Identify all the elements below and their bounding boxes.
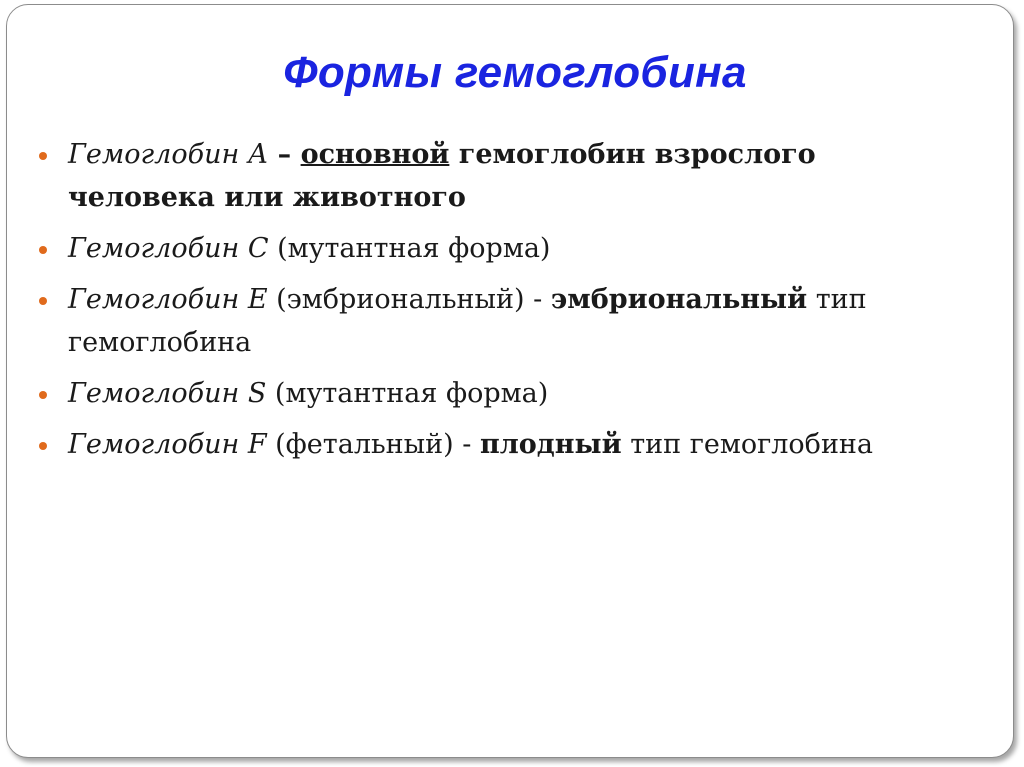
tail-text: тип гемоглобина	[68, 284, 867, 358]
bullet-dot-icon	[39, 391, 47, 399]
description-text: (мутантная форма)	[268, 233, 551, 264]
bullet-item-hb-f	[68, 423, 948, 466]
slide-title: Формы гемоглобина	[283, 48, 747, 97]
bullet-list	[68, 133, 948, 474]
description-text: (мутантная форма)	[266, 378, 549, 409]
hemoglobin-name: Гемоглобин S	[68, 378, 267, 409]
bullet-dot-icon	[39, 246, 47, 254]
description-text: (эмбриональный) -	[267, 284, 551, 315]
dash: –	[268, 139, 301, 170]
description-text: (фетальный) -	[266, 429, 480, 460]
bullet-item-hb-c	[68, 227, 948, 270]
bullet-item-hb-a	[68, 133, 948, 219]
description-text: гемоглобин взрослого человека или животного	[68, 139, 816, 213]
tail-text: тип гемоглобина	[621, 429, 874, 460]
bullet-dot-icon	[39, 442, 47, 450]
emphasis-text: эмбриональный	[550, 284, 808, 315]
hemoglobin-name: Гемоглобин Е	[68, 284, 268, 315]
hemoglobin-name: Гемоглобин F	[68, 429, 267, 460]
bullet-item-hb-s	[68, 372, 948, 415]
bullet-item-hb-e	[68, 278, 948, 364]
emphasis-text: плодный	[479, 429, 622, 460]
bullet-dot-icon	[39, 297, 47, 305]
hemoglobin-name: Гемоглобин А	[68, 139, 269, 170]
emphasis-text: основной	[300, 139, 450, 170]
hemoglobin-name: Гемоглобин С	[68, 233, 269, 264]
bullet-dot-icon	[39, 152, 47, 160]
